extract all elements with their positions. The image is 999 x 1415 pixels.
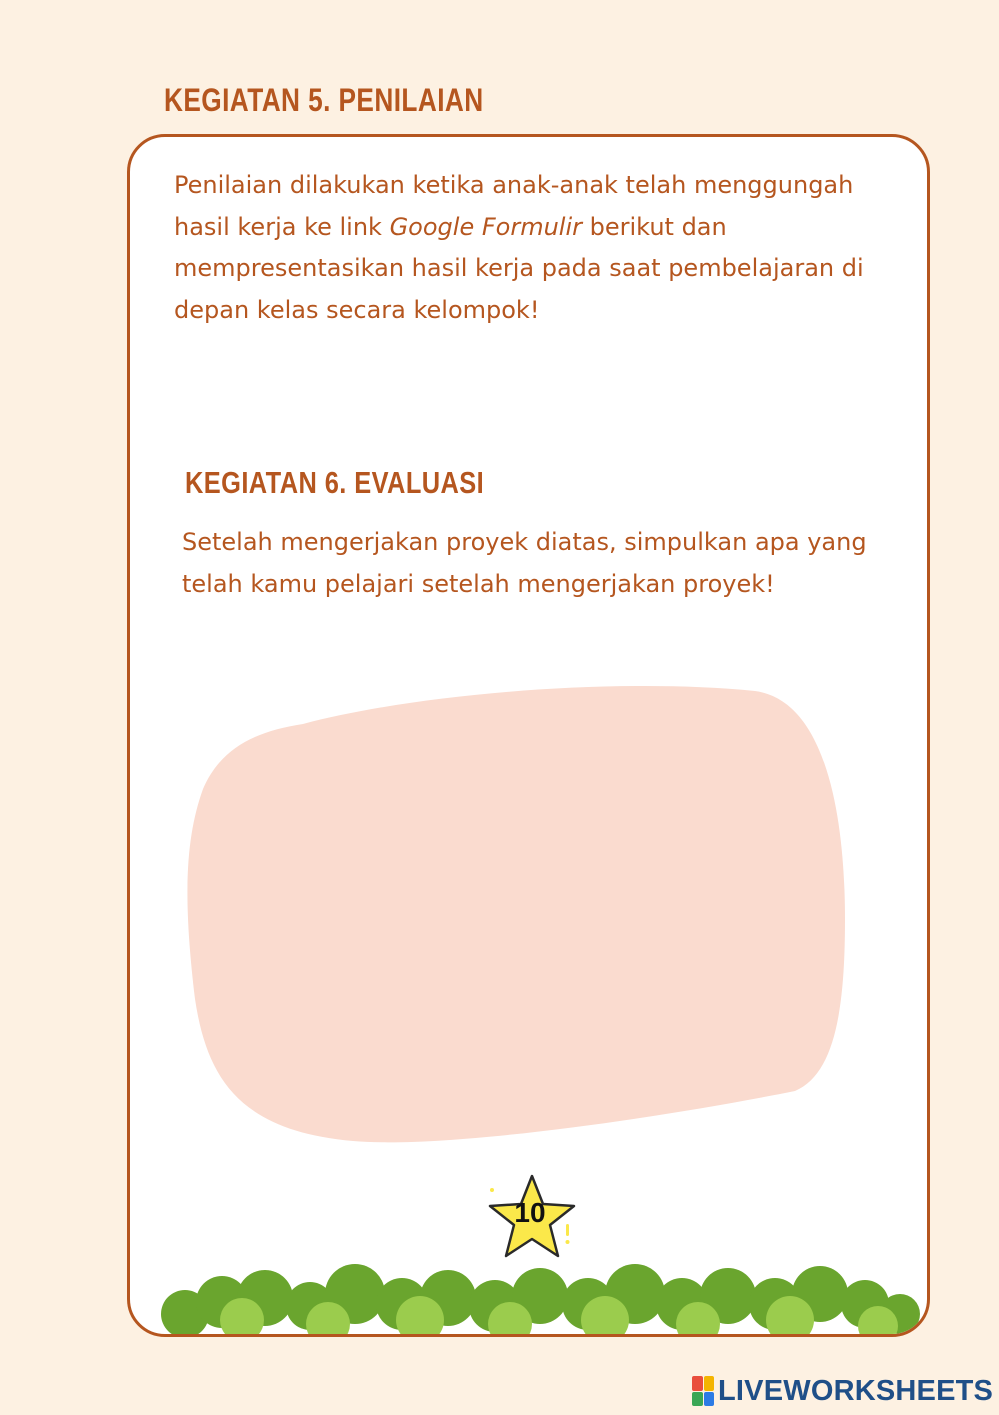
section5-body-text: Penilaian dilakukan ketika anak-anak telah menggungah hasil kerja ke link [174,171,854,241]
section6-title: KEGIATAN 6. EVALUASI [185,465,485,500]
answer-area-shape[interactable] [187,686,845,1142]
liveworksheets-watermark [692,1374,993,1408]
section6-body: Setelah mengerjakan proyek diatas, simpulkan apa yang telah kamu pelajari setelah mengerjakan proyek! [182,528,867,598]
liveworksheets-logo-icon [692,1376,714,1406]
google-formulir-text: Google Formulir [389,212,582,241]
content-card [127,134,930,1337]
page-number: 10 [514,1197,546,1228]
section5-body-text-end: berikut dan mempresentasikan hasil kerja pada saat pembelajaran di depan kelas secara kelompok! [174,212,864,324]
section5-body [174,165,894,331]
answer-area[interactable] [185,679,845,1149]
section5-title: KEGIATAN 5. PENILAIAN [164,82,484,118]
watermark-text: LIVEWORKSHEETS [718,1374,994,1407]
